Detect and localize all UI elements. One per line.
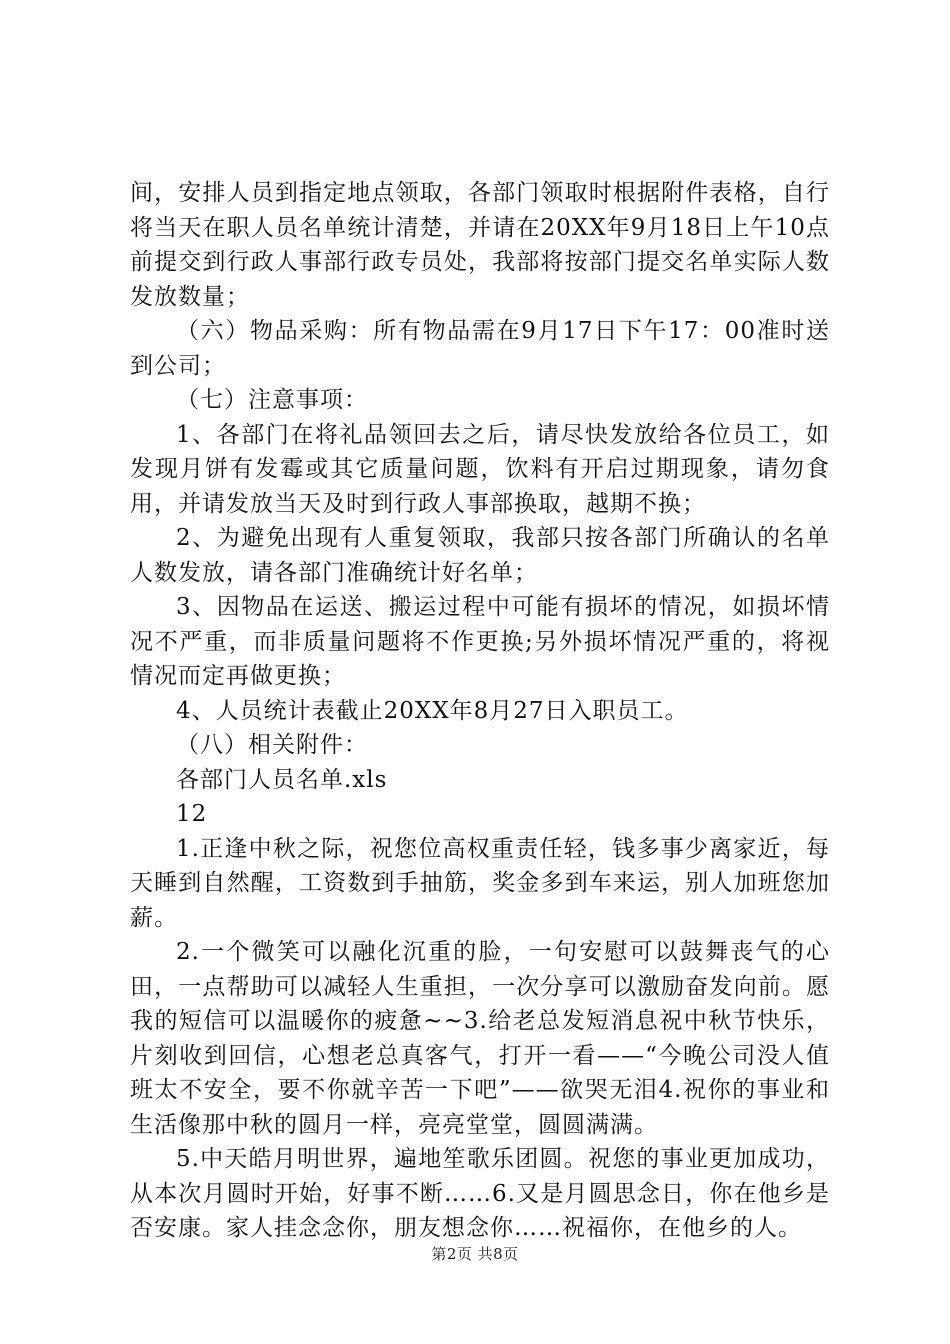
paragraph-note-2: 2、为避免出现有人重复领取，我部只按各部门所确认的名单人数发放，请各部门准确统计好名单； [130,525,830,586]
document-body [130,176,830,1246]
paragraph-note-3: 3、因物品在运送、搬运过程中可能有损坏的情况，如损坏情况不严重，而非质量问题将不作更换;另外损坏情况严重的，将视情况而定再做更换； [130,594,830,689]
section-heading-attachments: （八）相关附件： [176,732,368,758]
attachment-filename: 各部门人员名单.xls [176,766,388,793]
section-heading-notes: （七）注意事项： [176,387,368,413]
paragraph-procurement: （六）物品采购：所有物品需在9月17日下午17：00准时送到公司； [130,318,830,379]
paragraph-greeting-1: 1.正逢中秋之际，祝您位高权重责任轻，钱多事少离家近，每天睡到自然醒，工资数到手抽筋，奖金多到车来运，别人加班您加薪。 [130,835,830,931]
paragraph-note-1: 1、各部门在将礼品领回去之后，请尽快发放给各位员工，如发现月饼有发霉或其它质量问题，饮料有开启过期现象，请勿食用，并请发放当天及时到行政人事部换取，越期不换； [130,421,830,517]
paragraph-note-4: 4、人员统计表截止20XX年8月27日入职员工。 [176,697,689,724]
paragraph-continuation: 间，安排人员到指定地点领取，各部门领取时根据附件表格，自行将当天在职人员名单统计清楚，并请在20XX年9月18日上午10点前提交到行政人事部行政专员处，我部将按部门提交名单实际人数发放数量； [130,180,830,310]
paragraph-greeting-5-6: 5.中天皓月明世界，遍地笙歌乐团圆。祝您的事业更加成功，从本次月圆时开始，好事不断……6.又是月圆思念日，你在他乡是否安康。家人挂念念你，朋友想念你……祝福你，在他乡的人。 [130,1146,830,1241]
paragraph-greeting-2-4: 2.一个微笑可以融化沉重的脸，一句安慰可以鼓舞丧气的心田，一点帮助可以减轻人生重担，一次分享可以激励奋发向前。愿我的短信可以温暖你的疲惫~~3.给老总发短消息祝中秋节快乐，片刻收到回信，心想老总真客气，打开一看——“今晚公司没人值班太不安全，要不你就辛苦一下吧”——欲哭无泪4.祝你的事业和生活像那中秋的圆月一样，亮亮堂堂，圆圆满满。 [130,939,830,1138]
page-fragment-number: 12 [176,801,208,827]
page-number-footer: 第2页 共8页 [431,1245,519,1263]
